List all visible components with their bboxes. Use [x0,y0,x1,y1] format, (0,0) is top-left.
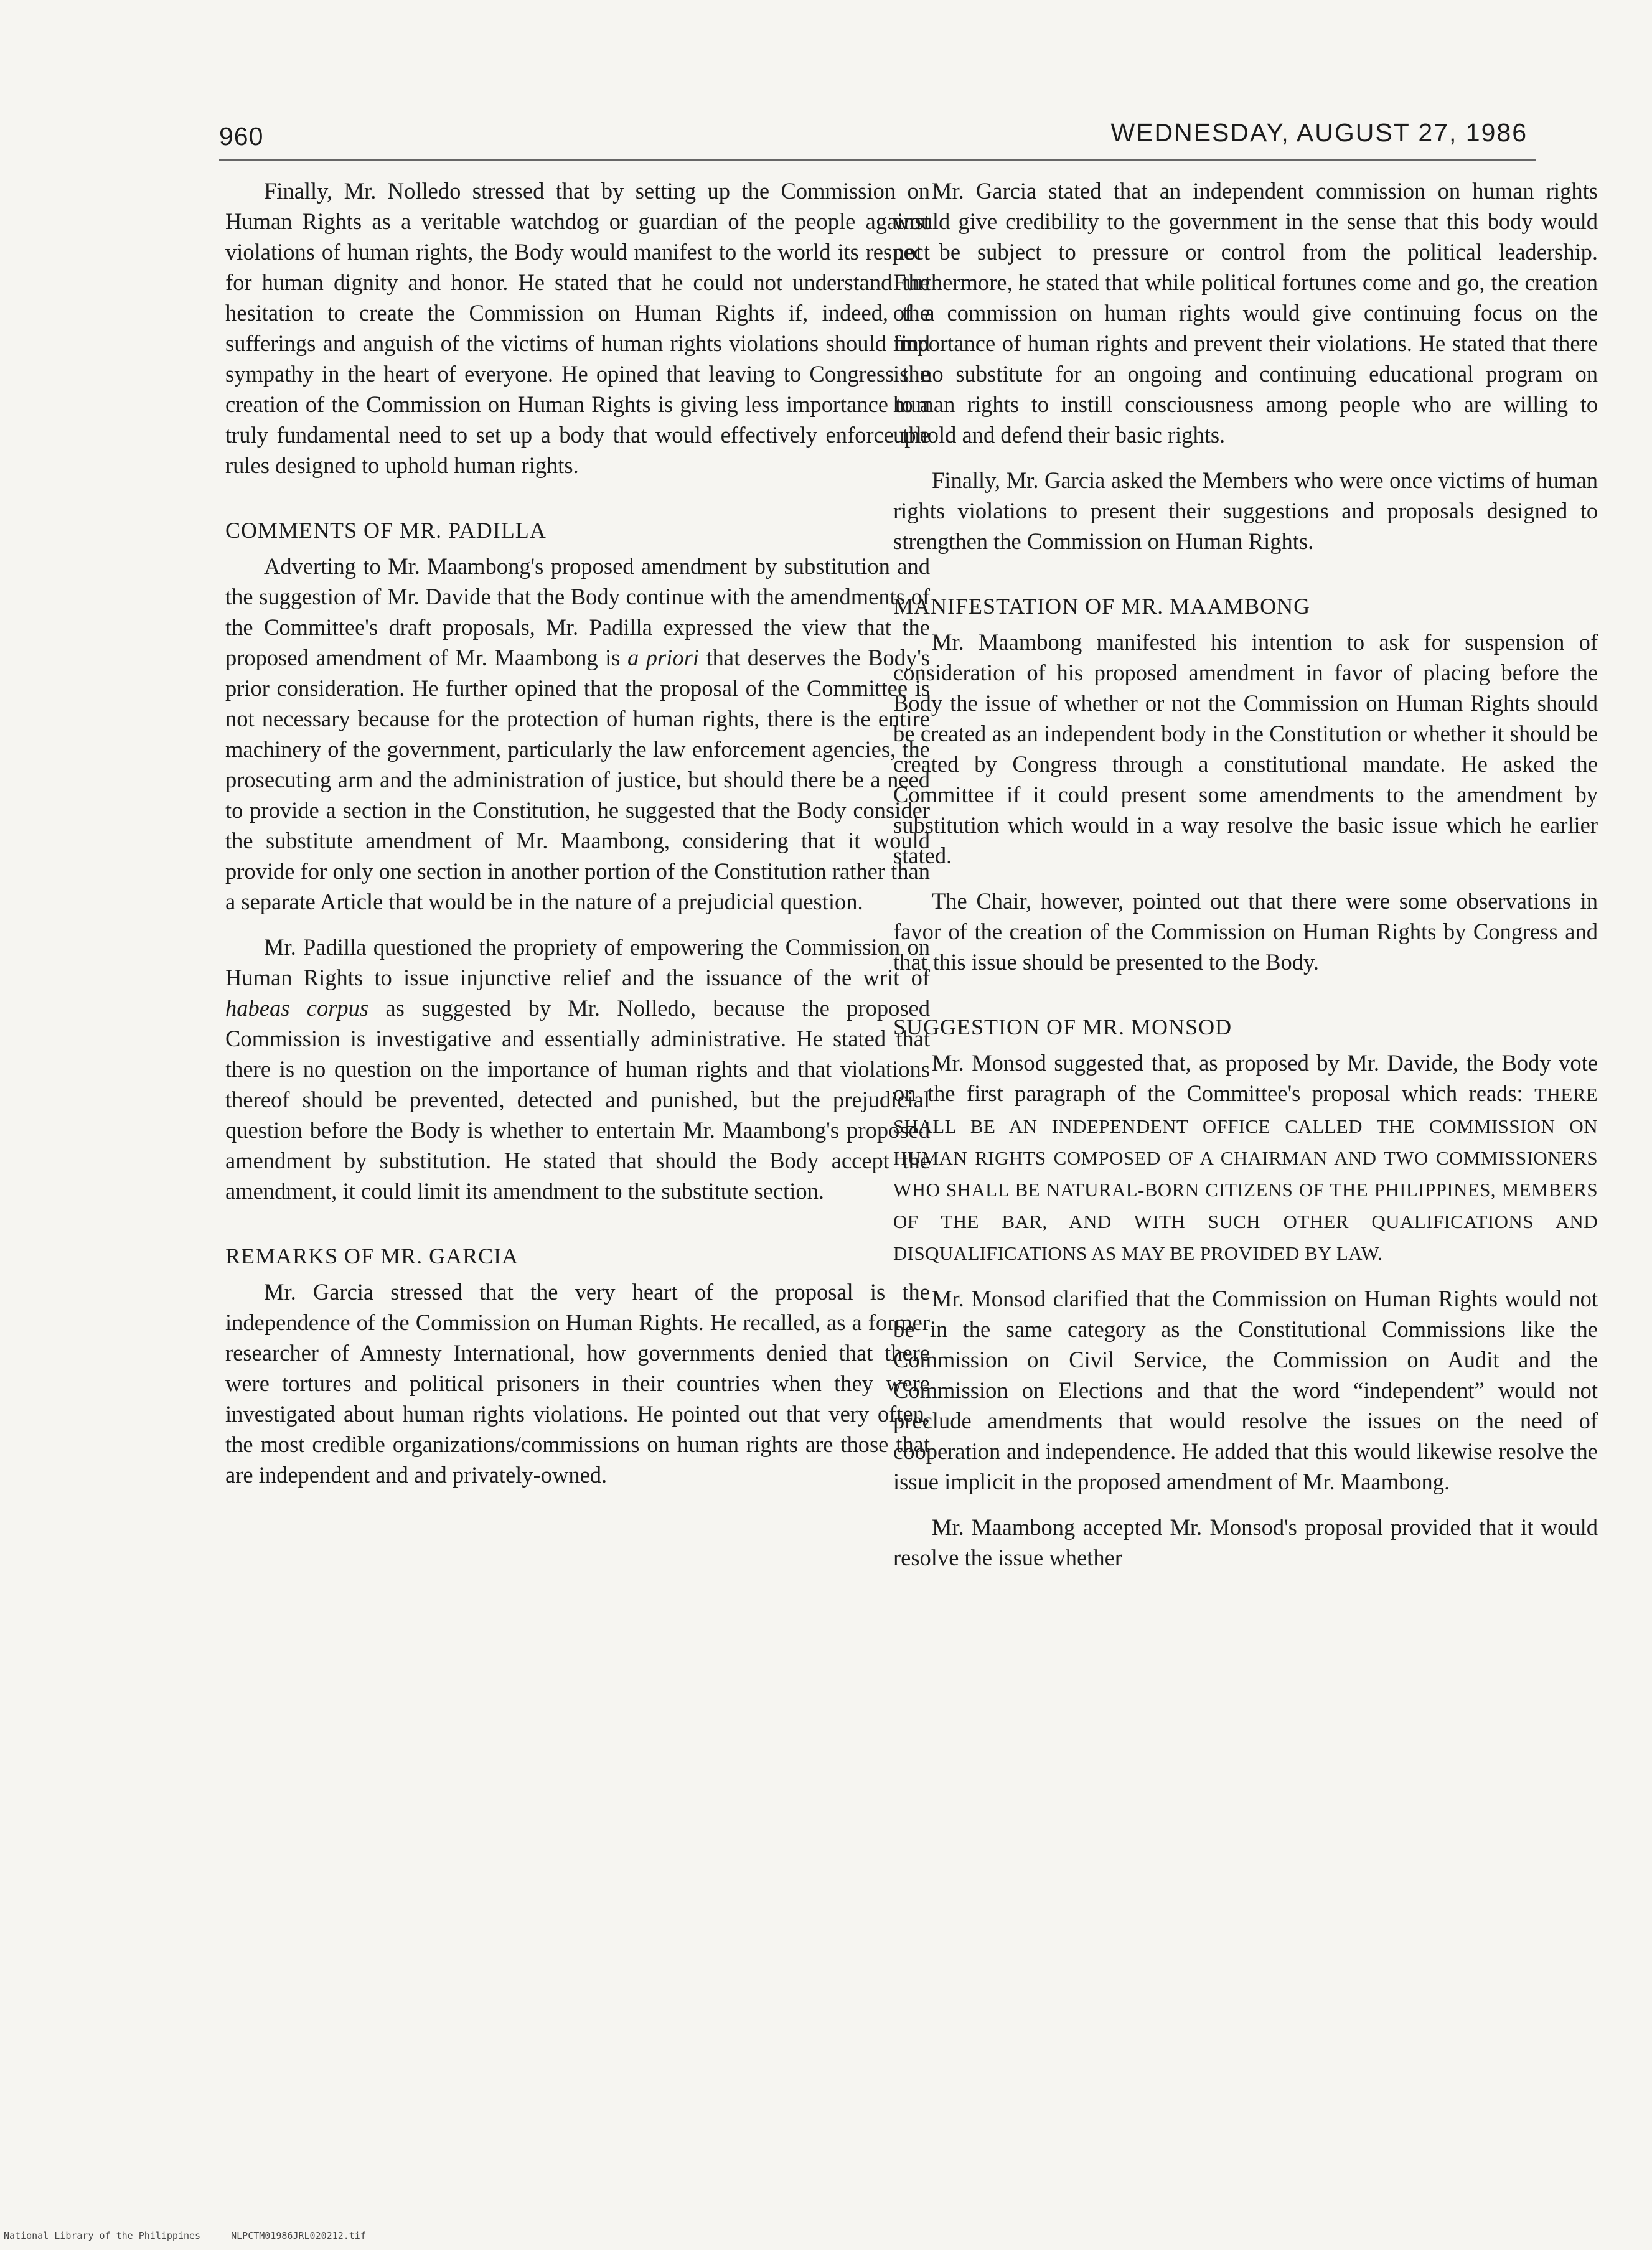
text-run: Mr. Monsod suggested that, as proposed by Mr. Davide, the Body vote on the first paragraph of the Committee's proposal which reads: [893,1050,1598,1106]
italic-text: habeas corpus [225,995,369,1021]
text-run: as suggested by Mr. Nolledo, because the proposed Commission is investigative and essentially administrative. He stated that there is no question on the importance of human rights and that violations thereof should be prevented, detected and punished, but the prejudicial question before the Body is whether to entertain Mr. Maambong's proposed amendment by substitution. He stated that should the Body accept the amendment, it could limit its amendment to the substitute section. [225,995,931,1204]
section-heading: MANIFESTATION OF MR. MAAMBONG [893,594,1311,619]
text-run: Mr. Padilla questioned the propriety of empowering the Commission on Human Rights to issue injunctive relief and the issuance of the writ of [225,934,930,990]
page-number: 960 [219,122,264,151]
header-rule [219,159,1536,161]
paragraph: Finally, Mr. Garcia asked the Members who were once victims of human rights violations to present their suggestions and proposals designed to strengthen the Commission on Human Rights. [893,467,1598,554]
text-run: Adverting to Mr. Maambong's proposed amendment by substitution and the suggestion of Mr. Davide that the Body continue with the amendments of the Committee's draft proposals, Mr. Padilla expressed the view that the proposed amendment of Mr. Maambong is [225,553,930,670]
paragraph: Mr. Maambong accepted Mr. Monsod's proposal provided that it would resolve the issue whether [893,1514,1598,1570]
paragraph: Mr. Monsod clarified that the Commission on Human Rights would not be in the same category as the Constitutional Commissions like the Commission on Civil Service, the Commission on Audit and the Commission on Elections and that the word “independent” would not preclude amendments that would resolve the issues on the need of cooperation and independence. He added that this would likewise resolve the issue implicit in the proposed amendment of Mr. Maambong. [893,1286,1598,1494]
left-column [225,176,930,1505]
paragraph: Mr. Garcia stressed that the very heart of the proposal is the independence of the Commission on Human Rights. He recalled, as a former researcher of Amnesty International, how governments denied that there were tortures and political prisoners in their countries when they were investigated about human rights violations. He pointed out that very often, the most credible organizations/commissions on human rights are those that are independent and and privately-owned. [225,1279,930,1488]
section-heading: COMMENTS OF MR. PADILLA [225,518,547,543]
quoted-provision: THERE SHALL BE AN INDEPENDENT OFFICE CALLED THE COMMISSION ON HUMAN RIGHTS COMPOSED OF A CHAIRMAN AND TWO COMMISSIONERS WHO SHALL BE NATURAL-BORN CITIZENS OF THE PHILIPPINES, MEMBERS OF THE BAR, AND WITH SUCH OTHER QUALIFICATIONS AND DISQUALIFICATIONS AS MAY BE PROVIDED BY LAW. [893,1084,1598,1264]
text-run: that deserves the Body's prior consideration. He further opined that the proposal of the Committee is not necessary because for the protection of human rights, there is the entire machinery of the government, particularly the law enforcement agencies, the prosecuting arm and the administration of justice, but should there be a need to provide a section in the Constitution, he suggested that the Body consider the substitute amendment of Mr. Maambong, considering that it would provide for only one section in another portion of the Constitution rather than a separate Article that would be in the nature of a prejudicial question. [225,645,930,914]
paragraph: Mr. Garcia stated that an independent commission on human rights would give credibility to the government in the sense that this body would not be subject to pressure or control from the political leadership. Furthermore, he stated that while political fortunes come and go, the creation of a commission on human rights would give continuing focus on the importance of human rights and prevent their violations. He stated that there is no substitute for an ongoing and continuing educational program on human rights to instill consciousness among people who are willing to uphold and defend their basic rights. [893,178,1598,448]
paragraph [225,932,930,1206]
library-credit: National Library of the Philippines [4,2230,201,2241]
scan-footer [4,2230,391,2241]
page-date: WEDNESDAY, AUGUST 27, 1986 [1110,118,1528,147]
paragraph: Finally, Mr. Nolledo stressed that by setting up the Commission on Human Rights as a veritable watchdog or guardian of the people against violations of human rights, the Body would manifest to the world its respect for human dignity and honor. He stated that he could not understand the hesitation to create the Commission on Human Rights if, indeed, the sufferings and anguish of the victims of human rights violations should find sympathy in the heart of everyone. He opined that leaving to Congress the creation of the Commission on Human Rights is giving less importance to a truly fundamental need to set up a body that would effectively enforce the rules designed to uphold human rights. [225,178,930,478]
section-heading: SUGGESTION OF MR. MONSOD [893,1015,1232,1039]
italic-text: a priori [627,645,699,670]
paragraph: Mr. Maambong manifested his intention to ask for suspension of consideration of his proposed amendment in favor of placing before the Body the issue of whether or not the Commission on Human Rights should be created as an independent body in the Constitution or whether it should be created by Congress through a constitutional mandate. He asked the Committee if it could present some amendments to the amendment by substitution which would in a way resolve the basic issue which he earlier stated. [893,629,1598,868]
section-heading: REMARKS OF MR. GARCIA [225,1244,519,1268]
paragraph [225,551,930,917]
file-name: NLPCTM01986JRL020212.tif [231,2230,366,2241]
paragraph: The Chair, however, pointed out that there were some observations in favor of the creation of the Commission on Human Rights by Congress and that this issue should be presented to the Body. [893,888,1598,975]
paragraph [893,1048,1598,1268]
right-column [893,176,1598,1588]
